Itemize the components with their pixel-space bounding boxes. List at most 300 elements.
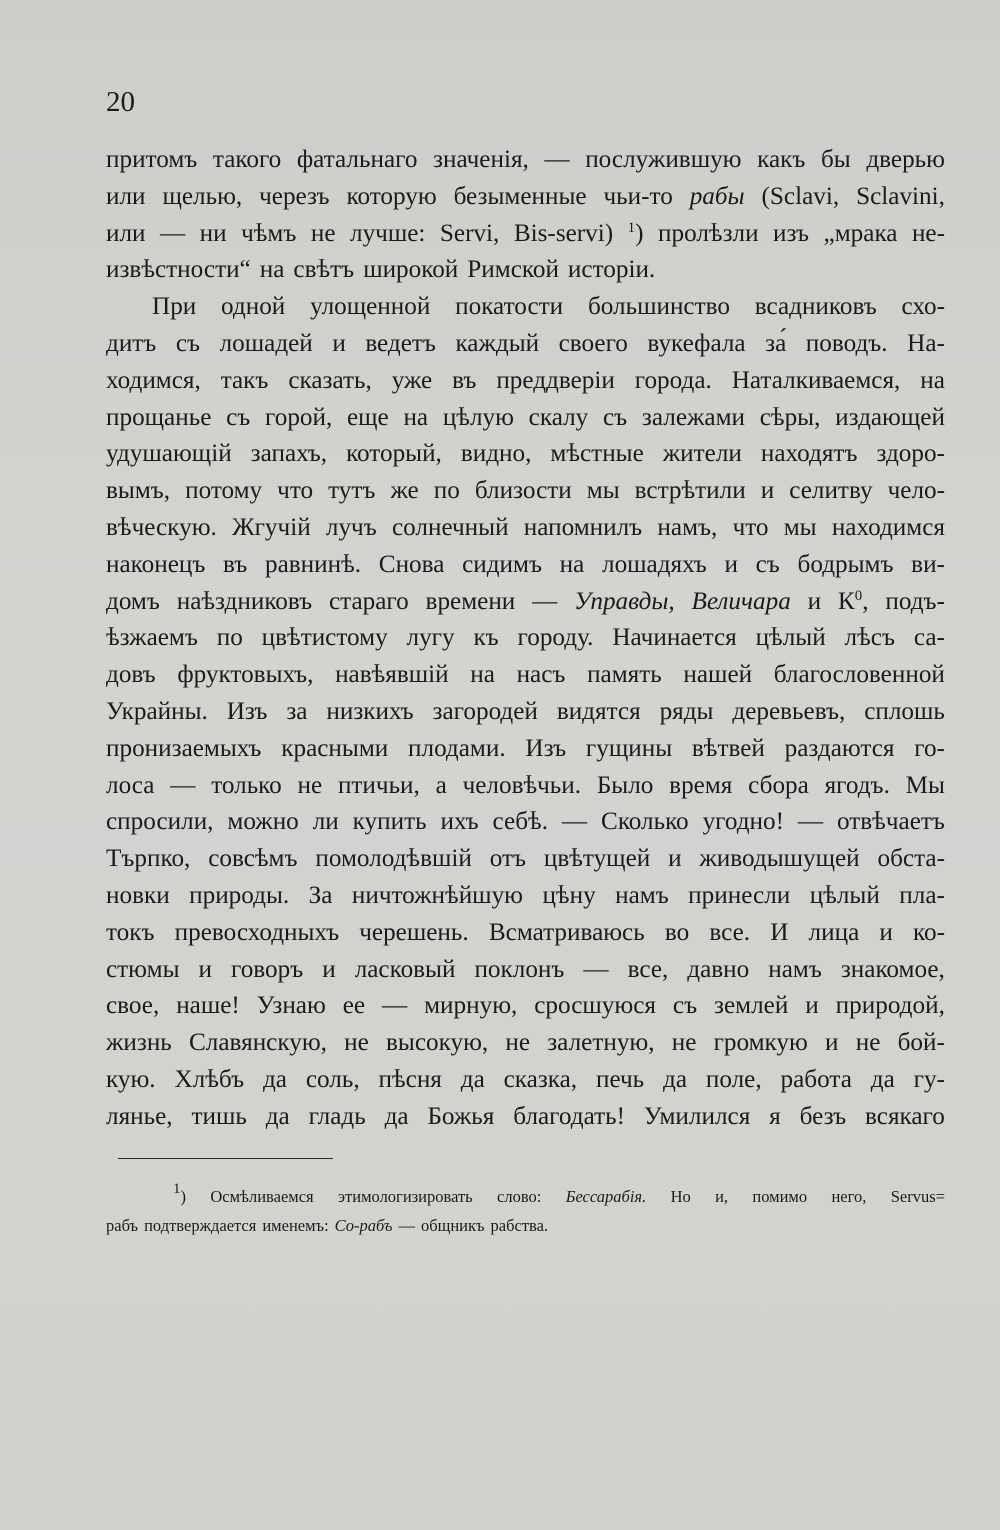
word: схо- xyxy=(901,293,945,321)
word: и xyxy=(825,1029,839,1057)
word: го- xyxy=(914,734,945,762)
word: „мрака xyxy=(823,219,898,247)
word: здоро- xyxy=(876,440,945,468)
word: щелью, xyxy=(162,182,243,210)
word: купить xyxy=(352,808,427,836)
word: гладь xyxy=(308,1102,366,1130)
text-line xyxy=(106,657,945,694)
body-text xyxy=(106,142,945,1136)
word: тишь xyxy=(191,1102,247,1130)
word: бы xyxy=(820,146,851,173)
word: не xyxy=(344,1029,369,1057)
word: — xyxy=(398,1216,415,1235)
word: — xyxy=(382,992,408,1020)
word: уже xyxy=(391,366,433,394)
word: большинство xyxy=(587,293,730,321)
word: сросшуюся xyxy=(534,992,656,1020)
word: улощенной xyxy=(310,293,431,321)
word: ни xyxy=(199,219,227,247)
word: цвѣтущей xyxy=(543,845,651,873)
word: горой, xyxy=(265,403,333,431)
word: города. xyxy=(634,366,712,394)
text-line xyxy=(106,768,945,805)
word: ли xyxy=(312,808,339,836)
word: на xyxy=(259,256,285,284)
word: вукефала xyxy=(647,329,746,357)
footnote-line xyxy=(106,1211,945,1240)
word: цѣну xyxy=(542,881,596,909)
word: фруктовыхъ, xyxy=(177,661,314,689)
word: ихъ xyxy=(440,808,479,836)
word: или xyxy=(106,182,146,210)
word: поле, xyxy=(705,1065,762,1093)
text-line xyxy=(106,841,945,878)
word: стюмы xyxy=(106,955,180,983)
word: близости xyxy=(474,477,572,505)
word: на xyxy=(403,403,429,431)
word: ведетъ xyxy=(365,329,436,357)
word: да xyxy=(663,1065,688,1093)
word: стараго xyxy=(328,587,409,615)
word: лошадей xyxy=(219,329,313,357)
word: на xyxy=(559,550,585,578)
word: залетную, xyxy=(547,1029,655,1057)
word: или xyxy=(106,219,146,247)
word: — xyxy=(583,955,609,983)
text-line xyxy=(106,1025,945,1062)
word: намъ xyxy=(615,881,669,909)
word: угодно! xyxy=(702,808,785,836)
word: Украйны. xyxy=(106,697,208,725)
word: природы. xyxy=(189,881,290,909)
word: — xyxy=(544,146,570,173)
word: что xyxy=(732,513,769,541)
word: Изъ xyxy=(226,697,268,725)
word: издающей xyxy=(835,403,945,431)
word: вѣческую. xyxy=(106,513,217,541)
word: Управды, xyxy=(574,587,675,615)
text-line xyxy=(106,179,945,216)
word: этимологизировать xyxy=(337,1187,473,1206)
word: извѣстности“ xyxy=(106,256,251,284)
word: рабства. xyxy=(490,1216,549,1235)
word: домъ xyxy=(106,587,160,615)
word: за́ xyxy=(765,329,787,357)
word: ко- xyxy=(913,918,945,946)
text-line xyxy=(106,694,945,731)
word: сплошь xyxy=(864,697,945,725)
word: не xyxy=(297,771,323,799)
word: Величара xyxy=(691,587,791,615)
word: всадниковъ xyxy=(754,293,877,321)
word: покатости xyxy=(455,293,564,321)
word: Жгучій xyxy=(232,513,311,541)
word: селитву xyxy=(789,477,873,505)
word: лучъ xyxy=(325,513,377,541)
word: Было xyxy=(596,771,654,799)
word: на xyxy=(470,661,495,689)
word: и xyxy=(805,992,819,1020)
word: безъ xyxy=(799,1102,847,1130)
word: обста- xyxy=(877,845,945,873)
word: видятся xyxy=(556,697,641,725)
word: времени xyxy=(425,587,516,615)
page-number: 20 xyxy=(106,86,135,118)
word: лица xyxy=(808,918,860,946)
word: и xyxy=(760,477,775,505)
word: себѣ. xyxy=(492,808,549,836)
word: тутъ xyxy=(328,477,376,505)
word: и xyxy=(322,955,336,983)
word: благодать! xyxy=(513,1102,625,1130)
word: Хлѣбъ xyxy=(174,1065,245,1093)
word: значенія, xyxy=(433,146,529,173)
word: Начинается xyxy=(612,624,737,652)
text-line xyxy=(106,363,945,400)
word: жизнь xyxy=(106,1029,172,1057)
word: Наталкиваемся, xyxy=(731,366,901,394)
word: видно, xyxy=(460,440,532,468)
word: красными xyxy=(281,734,389,762)
word: благословенной xyxy=(773,661,945,689)
word: превосходныхъ xyxy=(174,918,340,946)
word: отъ xyxy=(489,845,527,873)
word: не- xyxy=(911,219,945,247)
word: Sclavini, xyxy=(856,182,945,210)
word: не xyxy=(671,1029,697,1057)
word: сѣры, xyxy=(759,403,821,431)
word: пѣсня xyxy=(378,1065,442,1093)
word: изъ xyxy=(773,219,810,247)
word: намъ, xyxy=(657,513,718,541)
word: отвѣчаетъ xyxy=(837,808,945,836)
word: — xyxy=(170,771,196,799)
text-line xyxy=(106,326,945,363)
word: $К^0$, xyxy=(837,587,869,615)
word: преддверіи xyxy=(496,366,615,394)
word: спросили, xyxy=(106,808,214,836)
word: Со-рабъ xyxy=(334,1216,393,1235)
text-line xyxy=(106,1062,945,1099)
text-line xyxy=(106,547,945,584)
text-line xyxy=(106,436,945,473)
word: Но xyxy=(670,1187,691,1206)
word: равнинѣ. xyxy=(265,550,362,578)
word: и xyxy=(198,955,213,983)
word: лоса xyxy=(106,771,155,799)
word: На- xyxy=(907,329,945,357)
word: удушающій xyxy=(106,440,232,468)
word: что xyxy=(277,477,314,505)
word: ласковый xyxy=(354,955,456,983)
text-line xyxy=(106,289,945,326)
word: лянье, xyxy=(106,1102,173,1130)
word: дитъ xyxy=(106,329,157,357)
word: Bis-servi) xyxy=(513,219,614,247)
word: пла- xyxy=(899,881,945,909)
word: Божья xyxy=(427,1102,495,1130)
word: наѣздниковъ xyxy=(176,587,313,615)
word: широкой xyxy=(363,256,459,284)
word: высокую, xyxy=(386,1029,489,1057)
word: да xyxy=(384,1102,409,1130)
word: цѣлую xyxy=(442,403,514,431)
word: Търпко, xyxy=(106,845,191,873)
word: мирную, xyxy=(424,992,518,1020)
word: Изъ xyxy=(525,734,567,762)
word: по xyxy=(216,624,243,652)
word: Всматриваюсь xyxy=(488,918,645,946)
word: сбора xyxy=(748,771,809,799)
text-line xyxy=(106,804,945,841)
word: сидимъ xyxy=(462,550,542,578)
word: птичьи, xyxy=(337,771,420,799)
word: Снова xyxy=(378,550,445,578)
word: токъ xyxy=(106,918,155,946)
word: ви- xyxy=(911,550,945,578)
word: ходимся, xyxy=(106,366,201,394)
word: съ xyxy=(672,992,698,1020)
word: къ xyxy=(473,624,499,652)
word: лучше: xyxy=(350,219,426,247)
word: который, xyxy=(346,440,442,468)
word: сказать, xyxy=(288,366,372,394)
word: рабъ xyxy=(106,1216,139,1235)
word: са- xyxy=(913,624,945,652)
word: громкую xyxy=(713,1029,808,1057)
word: знакомое, xyxy=(840,955,945,983)
word: которую xyxy=(346,182,437,210)
word: жители xyxy=(662,440,742,468)
word: можно xyxy=(227,808,299,836)
word: и, xyxy=(715,1187,729,1206)
word: давно xyxy=(687,955,750,983)
word: въ xyxy=(452,366,477,394)
word: него, xyxy=(831,1187,867,1206)
word: цѣлый xyxy=(755,624,826,652)
word: каждый xyxy=(455,329,540,357)
word: Узнаю xyxy=(256,992,326,1020)
word: — xyxy=(797,808,824,836)
word: фатальнаго xyxy=(296,146,418,173)
word: ее xyxy=(342,992,366,1020)
word: съ xyxy=(755,550,780,578)
word: пронизаемыхъ xyxy=(106,734,262,762)
word: При xyxy=(152,293,197,321)
word: живодышущей xyxy=(699,845,860,873)
text-line xyxy=(106,878,945,915)
word: И xyxy=(770,918,789,946)
word: помолодѣвшій xyxy=(315,845,472,873)
word: цвѣтистому xyxy=(261,624,388,652)
word: печь xyxy=(595,1065,645,1093)
word: гу- xyxy=(913,1065,945,1093)
word: все, xyxy=(627,955,669,983)
text-line xyxy=(106,988,945,1025)
word: мѣстные xyxy=(550,440,644,468)
word: новки xyxy=(106,881,170,909)
word: Servus= xyxy=(890,1187,945,1206)
word: чело- xyxy=(887,477,945,505)
word: да xyxy=(262,1065,287,1093)
word: подтверждается xyxy=(144,1216,257,1235)
word: своего xyxy=(558,329,628,357)
word: все. xyxy=(709,918,751,946)
word: съ xyxy=(175,329,201,357)
word: вѣтвей xyxy=(691,734,765,762)
word: лошадяхъ xyxy=(602,550,707,578)
word: мы xyxy=(586,477,620,505)
word: Славянскую, xyxy=(189,1029,327,1057)
word: помимо xyxy=(752,1187,808,1206)
word: да xyxy=(265,1102,290,1130)
word: да xyxy=(870,1065,895,1093)
word: плодами. xyxy=(408,734,506,762)
word: на xyxy=(920,366,945,394)
word: гущины xyxy=(585,734,673,762)
word: свое, xyxy=(106,992,160,1020)
word: нашей xyxy=(683,661,753,689)
text-line xyxy=(106,510,945,547)
word: навѣявшій xyxy=(335,661,449,689)
word: напомнилъ xyxy=(523,513,643,541)
word: такъ xyxy=(220,366,269,394)
word: и xyxy=(724,550,738,578)
word: память xyxy=(587,661,662,689)
word: черезъ xyxy=(259,182,330,210)
word: чьи-то xyxy=(603,182,673,210)
word: поклонъ xyxy=(474,955,565,983)
word: землей xyxy=(714,992,789,1020)
word: скалу xyxy=(528,403,589,431)
word: съ xyxy=(226,403,251,431)
word: притомъ xyxy=(106,146,198,173)
word: кую. xyxy=(106,1065,156,1093)
word: да xyxy=(460,1065,485,1093)
word: наконецъ xyxy=(106,550,206,578)
word: еще xyxy=(346,403,389,431)
word: чѣмъ xyxy=(241,219,297,247)
word: пролѣзли xyxy=(658,219,759,247)
word: Умилился xyxy=(643,1102,751,1130)
word: вымъ, xyxy=(106,477,171,505)
word: бодрымъ xyxy=(797,550,894,578)
word: во xyxy=(664,918,690,946)
word: довъ xyxy=(106,661,156,689)
word: свѣтъ xyxy=(293,256,355,284)
word: поводъ. xyxy=(805,329,888,357)
word: Servi, xyxy=(439,219,500,247)
word: и xyxy=(879,918,893,946)
word: городу. xyxy=(517,624,594,652)
word: черешень. xyxy=(359,918,469,946)
word: Осмѣливаемся xyxy=(210,1187,314,1206)
text-line xyxy=(106,142,945,179)
text-line xyxy=(106,731,945,768)
text-line xyxy=(106,620,945,657)
word: за xyxy=(286,697,308,725)
word: потому xyxy=(185,477,263,505)
word: природой, xyxy=(835,992,945,1020)
word: лѣсъ xyxy=(844,624,895,652)
word: загородей xyxy=(432,697,538,725)
word: и xyxy=(332,329,346,357)
word: — xyxy=(532,587,558,615)
word: работа xyxy=(780,1065,852,1093)
word: какъ xyxy=(757,146,806,173)
word: За xyxy=(308,881,333,909)
word: лугу xyxy=(406,624,455,652)
word: общникъ xyxy=(420,1216,485,1235)
word: ѣзжаемъ xyxy=(106,624,198,652)
word: бой- xyxy=(897,1029,945,1057)
word: мы xyxy=(783,513,817,541)
word: Мы xyxy=(905,771,945,799)
footnote-line xyxy=(106,1182,945,1211)
word: и xyxy=(807,587,822,615)
word: соль, xyxy=(305,1065,360,1093)
word: и xyxy=(668,845,682,873)
word: $^1$) xyxy=(627,219,644,247)
word: раздаются xyxy=(784,734,895,762)
word: находятъ xyxy=(760,440,858,468)
word: солнечный xyxy=(391,513,509,541)
word: — xyxy=(561,808,588,836)
word: принесли xyxy=(688,881,791,909)
word: не xyxy=(505,1029,531,1057)
word: по xyxy=(433,477,460,505)
word: цѣлый xyxy=(809,881,880,909)
word: не xyxy=(310,219,336,247)
footnote xyxy=(106,1182,945,1240)
word: слово: xyxy=(497,1187,542,1206)
word: запахъ, xyxy=(250,440,328,468)
text-line xyxy=(106,252,945,289)
footnote-separator xyxy=(118,1158,333,1159)
word: такого xyxy=(212,146,282,173)
word: говоръ xyxy=(231,955,304,983)
word: всякаго xyxy=(865,1102,945,1130)
word: намъ xyxy=(768,955,822,983)
word: ягодъ. xyxy=(824,771,890,799)
text-line xyxy=(106,473,945,510)
word: ряды xyxy=(659,697,714,725)
word: безыменные xyxy=(453,182,587,210)
word: время xyxy=(669,771,733,799)
word: ничтожнѣйшую xyxy=(351,881,523,909)
word: въ xyxy=(223,550,248,578)
word: — xyxy=(160,219,186,247)
word: встрѣтили xyxy=(634,477,746,505)
word: человѣчьи. xyxy=(462,771,582,799)
word: послужившую xyxy=(585,146,742,173)
word: я xyxy=(769,1102,781,1130)
word: деревьевъ, xyxy=(732,697,846,725)
word: именемъ: xyxy=(262,1216,329,1235)
word: не xyxy=(855,1029,881,1057)
word: находимся xyxy=(831,513,945,541)
word: насъ xyxy=(516,661,566,689)
word: одной xyxy=(221,293,286,321)
word: наше! xyxy=(176,992,240,1020)
word: Сколько xyxy=(601,808,689,836)
word: только xyxy=(211,771,282,799)
word: Бессарабія. xyxy=(565,1187,647,1206)
word: совсѣмъ xyxy=(208,845,298,873)
word: а xyxy=(435,771,447,799)
word: залежами xyxy=(641,403,746,431)
word: низкихъ xyxy=(326,697,414,725)
